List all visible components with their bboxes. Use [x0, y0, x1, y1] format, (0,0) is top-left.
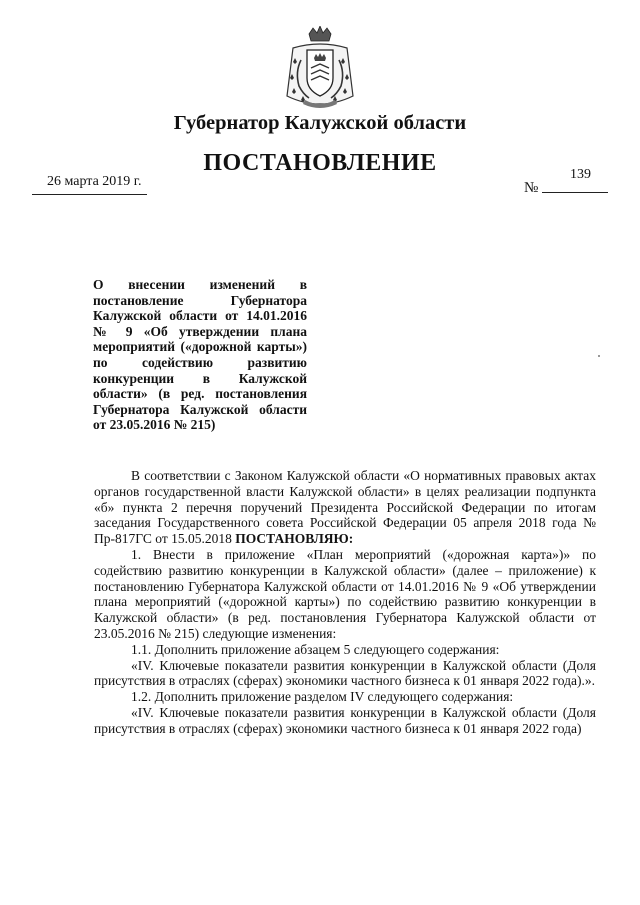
- intro-paragraph: [94, 468, 596, 547]
- coat-of-arms-icon: [283, 26, 357, 112]
- scan-speck: [598, 355, 600, 357]
- item-1-1-paragraph: 1.1. Дополнить приложение абзацем 5 следующего содержания:: [131, 641, 500, 657]
- resolution-word: ПОСТАНОВЛЯЮ:: [235, 531, 354, 547]
- document-number: 139: [570, 167, 591, 182]
- document-title: О внесении изменений в постановление Губернатора Калужской области от 14.01.2016 № 9 «Об утверждении плана мероприятий («дорожной карты») по содействию развитию конкуренции в Калужской области» (в ред. постановления Губернатора Калужской области от 23.05.2016 № 215): [93, 277, 307, 433]
- document-type-heading: ПОСТАНОВЛЕНИЕ: [203, 150, 437, 176]
- item-1-2-paragraph: 1.2. Дополнить приложение разделом IV следующего содержания:: [131, 689, 514, 705]
- issuing-authority: Губернатор Калужской области: [173, 112, 467, 134]
- document-date: 26 марта 2019 г.: [47, 174, 142, 189]
- number-underline: [542, 192, 608, 193]
- number-sign: №: [524, 180, 539, 196]
- item-1-1-text: «IV. Ключевые показатели развития конкуренции в Калужской области (Доля присутствия в отраслях (сферах) экономики частного бизнеса к 01 января 2022 года).».: [94, 657, 596, 689]
- item-1-2-text: «IV. Ключевые показатели развития конкуренции в Калужской области (Доля присутствия в отраслях (сферах) экономики частного бизнеса к 01 января 2022 года): [94, 704, 596, 736]
- intro-text: В соответствии с Законом Калужской области «О нормативных правовых актах органов государственной власти Калужской области» в целях реализации подпункта «б» пункта 2 перечня поручений Президента Российской Федерации по итогам заседания Государственного совета Российской Федерации 05 апреля 2018 года № Пр-817ГС от 15.05.2018: [94, 468, 596, 547]
- date-underline: [32, 194, 147, 195]
- document-body: [94, 468, 596, 737]
- item-1-paragraph: 1. Внести в приложение «План мероприятий («дорожная карта»)» по содействию развитию конкуренции в Калужской области» (далее – приложение) к постановлению Губернатора Калужской области от 14.01.2016 № 9 «Об утверждении плана мероприятий («дорожной карты») по содействию развитию конкуренции в Калужской области» (в ред. постановления Губернатора Калужской области от 23.05.2016 № 215) следующие изменения:: [94, 546, 596, 641]
